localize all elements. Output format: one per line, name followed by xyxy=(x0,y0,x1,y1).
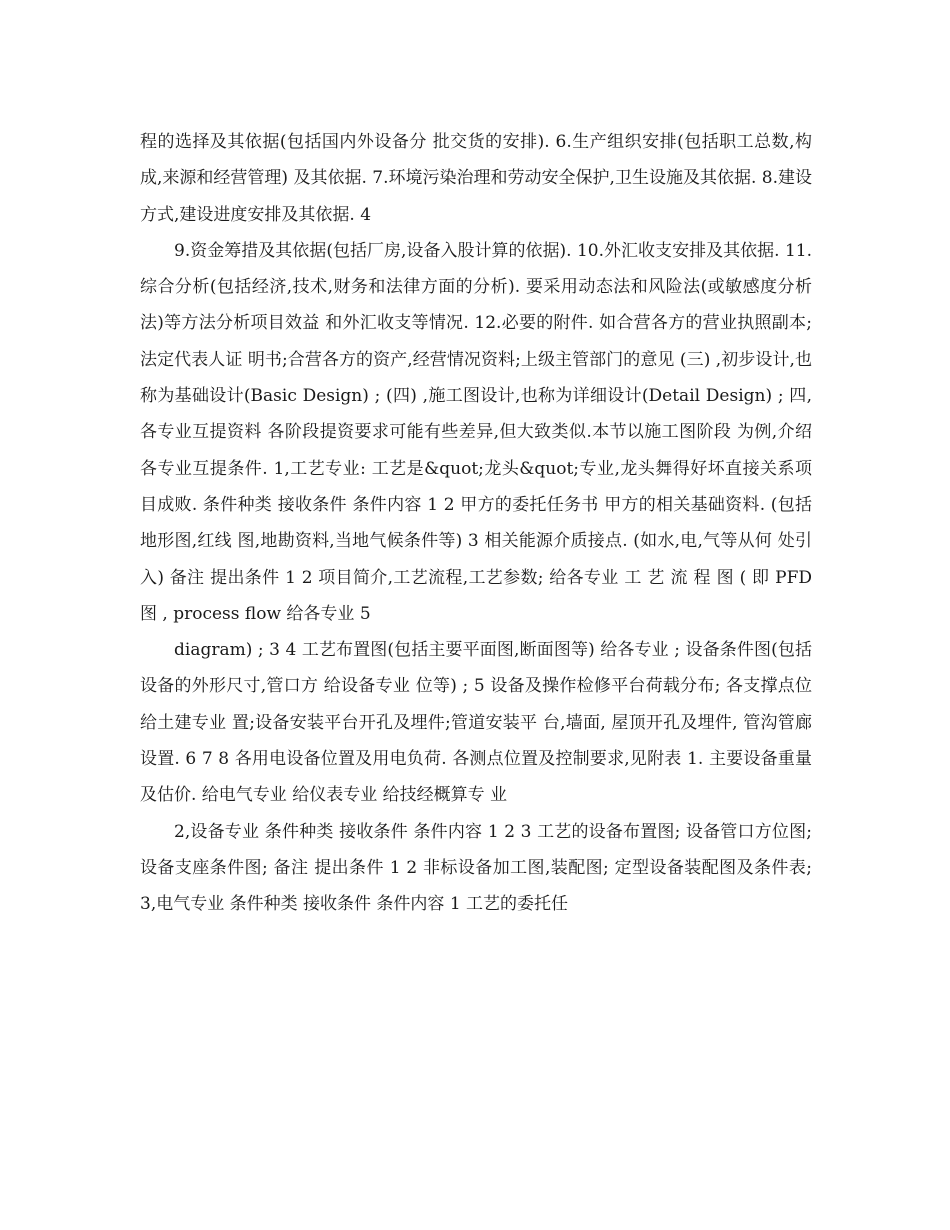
paragraph-2: 9.资金筹措及其依据(包括厂房,设备入股计算的依据). 10.外汇收支安排及其依据. 11.综合分析(包括经济,技术,财务和法律方面的分析). 要采用动态法和风险法(或敏感度分析法)等方法分析项目效益 和外汇收支等情况. 12.必要的附件. 如合营各方的营业执照副本;法定代表人证 明书;合营各方的资产,经营情况资料;上级主管部门的意见 (三) ,初步设计,也称为基础设计(Basic Design) ; (四) ,施工图设计,也称为详细设计(Detail Design) ; 四,各专业互提资料 各阶段提资要求可能有些差异,但大致类似.本节以施工图阶段 为例,介绍各专业互提条件. 1,工艺专业: 工艺是&quot;龙头&quot;专业,龙头舞得好坏直接关系项目成败. 条件种类 接收条件 条件内容 1 2 甲方的委托任务书 甲方的相关基础资料. (包括地形图,红线 图,地勘资料,当地气候条件等) 3 相关能源介质接点. (如水,电,气等从何 处引入) 备注 提出条件 1 2 项目简介,工艺流程,工艺参数; 给各专业 工 艺 流 程 图 ( 即 PFD 图 , process flow 给各专业 5 xyxy=(140,240,812,624)
body-text xyxy=(140,124,812,923)
paragraph-1: 程的选择及其依据(包括国内外设备分 批交货的安排). 6.生产组织安排(包括职工总数,构成,来源和经营管理) 及其依据. 7.环境污染治理和劳动安全保护,卫生设施及其依据. 8.建设方式,建设进度安排及其依据. 4 xyxy=(140,132,812,225)
paragraph-3: diagram) ; 3 4 工艺布置图(包括主要平面图,断面图等) 给各专业 ; 设备条件图(包括设备的外形尺寸,管口方 给设备专业 位等) ; 5 设备及操作检修平台荷载分布; 各支撑点位 给土建专业 置;设备安装平台开孔及埋件;管道安装平 台,墙面, 屋顶开孔及埋件, 管沟管廊设置. 6 7 8 各用电设备位置及用电负荷. 各测点位置及控制要求,见附表 1. 主要设备重量及估价. 给电气专业 给仪表专业 给技经概算专 业 xyxy=(140,640,812,806)
paragraph-4: 2,设备专业 条件种类 接收条件 条件内容 1 2 3 工艺的设备布置图; 设备管口方位图; 设备支座条件图; 备注 提出条件 1 2 非标设备加工图,装配图; 定型设备装配图及条件表; 3,电气专业 条件种类 接收条件 条件内容 1 工艺的委托任 xyxy=(140,821,812,915)
